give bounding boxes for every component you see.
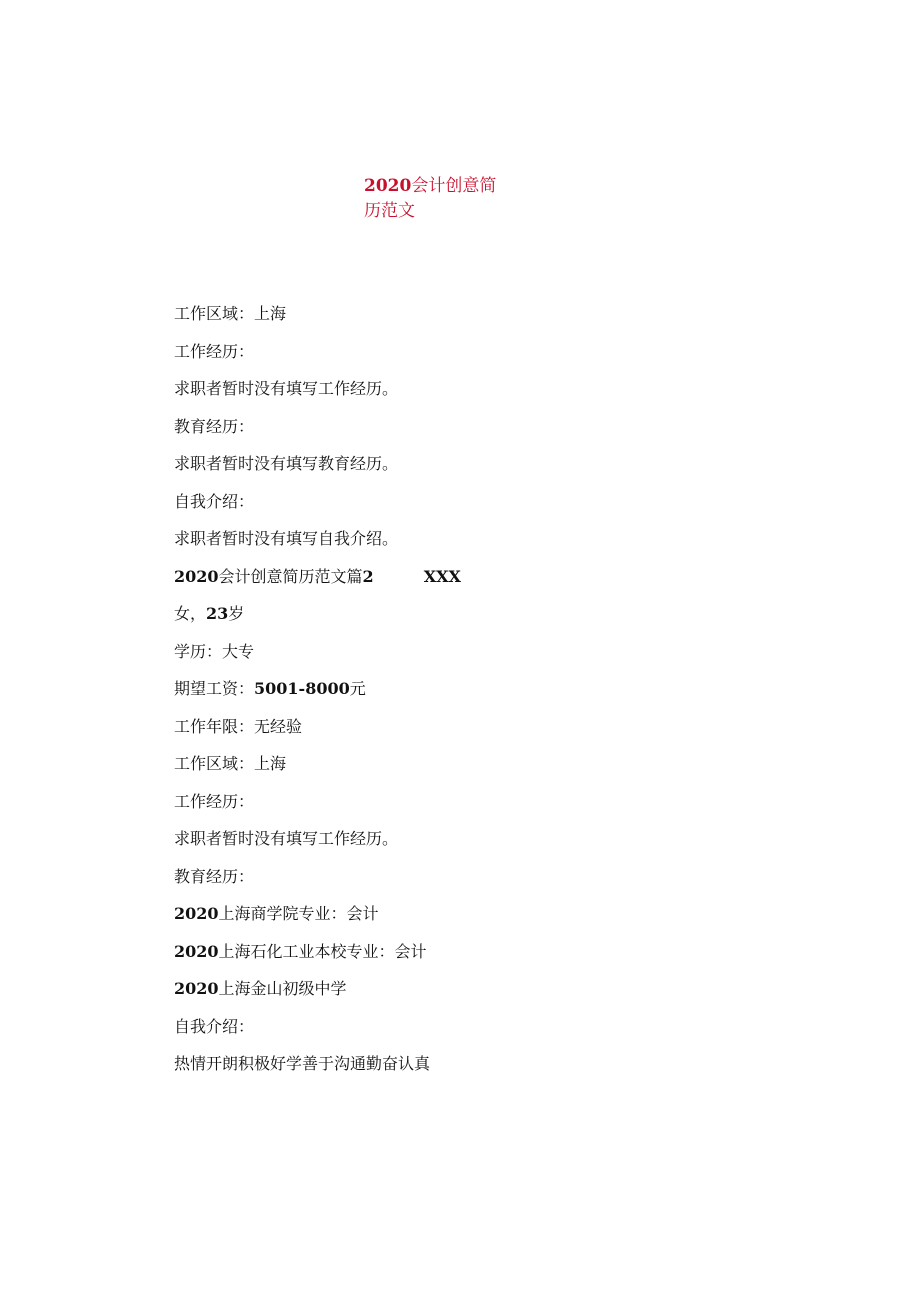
self-intro-heading: 自我介绍：: [174, 491, 255, 511]
work-experience-heading: 工作经历：: [174, 341, 255, 361]
title-text: 会计创意简: [411, 176, 497, 196]
title-year: 2020: [364, 176, 412, 196]
expected-salary: [174, 674, 814, 712]
title-line-2: 历范文: [364, 201, 415, 221]
candidate-name: XXX: [423, 566, 461, 586]
education-entry-3-year: 2020: [174, 979, 219, 998]
age-unit: 岁: [228, 604, 245, 623]
document-title: [364, 174, 504, 224]
work-years: 工作年限：无经验: [174, 716, 303, 736]
salary-label: 期望工资：: [174, 679, 255, 698]
work-area: 工作区域：上海: [174, 304, 287, 323]
education-level: 学历：大专: [174, 641, 255, 661]
salary-unit: 元: [349, 679, 366, 698]
section-2-title: 会计创意简历范文篇: [218, 566, 363, 586]
self-intro-text: 求职者暂时没有填写自我介绍。: [174, 529, 399, 548]
section-2-year: 2020: [174, 566, 219, 586]
education-entry-1-year: 2020: [174, 904, 219, 923]
gender: 女，: [174, 604, 207, 623]
salary-range: 5001-8000: [254, 679, 350, 698]
education-heading: 教育经历：: [174, 416, 255, 436]
education-entry-2-year: 2020: [174, 941, 219, 961]
resume-body: [174, 299, 814, 1087]
age-number: 23: [206, 604, 229, 623]
work-area-2: 工作区域：上海: [174, 754, 287, 773]
education-heading-2: 教育经历：: [174, 866, 255, 886]
education-text: 求职者暂时没有填写教育经历。: [174, 454, 399, 473]
self-intro-text-2: 热情开朗积极好学善于沟通勤奋认真: [174, 1054, 431, 1073]
self-intro-heading-2: 自我介绍：: [174, 1016, 255, 1036]
section-2-number: 2: [362, 566, 374, 586]
education-entry-3-text: 上海金山初级中学: [218, 979, 347, 998]
education-entry-3: [174, 974, 814, 1012]
education-entry-2-text: 上海石化工业本校专业：会计: [218, 941, 427, 961]
education-entry-2: [174, 937, 814, 975]
education-entry-1-text: 上海商学院专业：会计: [218, 904, 379, 923]
section-2-heading: [174, 562, 814, 600]
education-entry-1: [174, 899, 814, 937]
work-experience-text-2: 求职者暂时没有填写工作经历。: [174, 829, 399, 848]
work-experience-text: 求职者暂时没有填写工作经历。: [174, 379, 399, 398]
title-line-1: [364, 174, 504, 199]
work-experience-heading-2: 工作经历：: [174, 791, 255, 811]
gender-age: [174, 599, 814, 637]
